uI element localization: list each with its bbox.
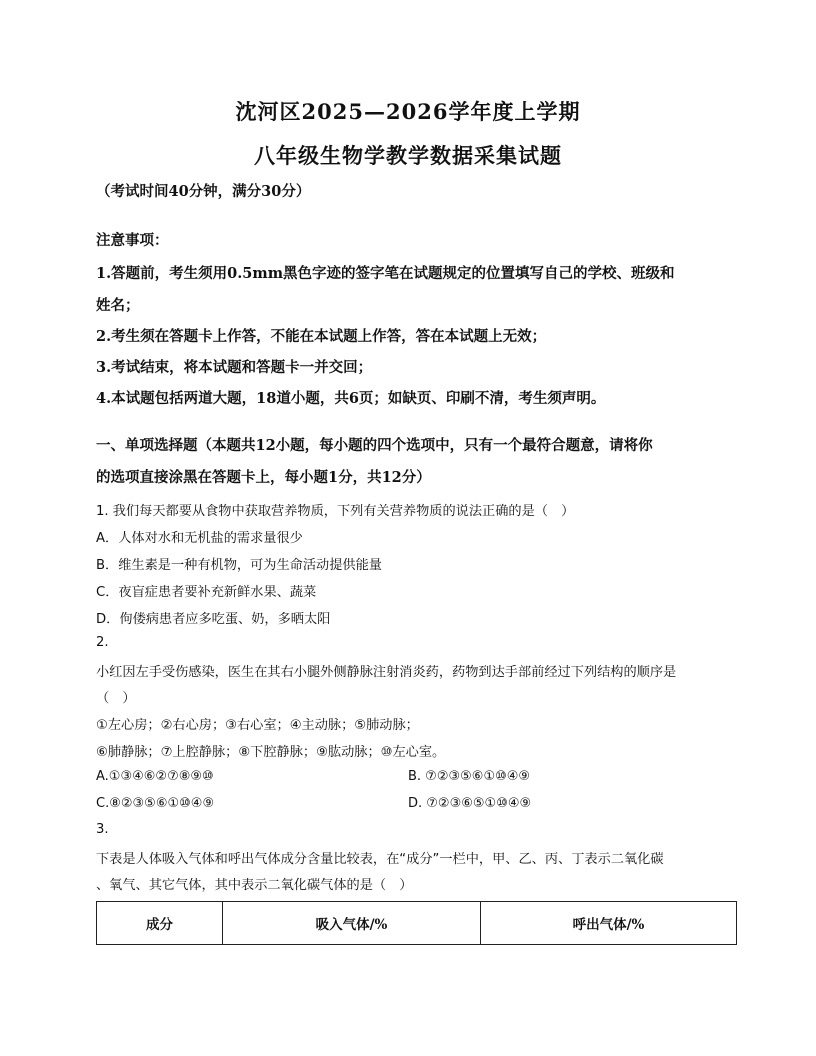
table-header-component: 成分 <box>97 902 223 945</box>
q1-stem: 1. 我们每天都要从食物中获取营养物质，下列有关营养物质的说法正确的是（ ） <box>96 504 575 519</box>
table-header-row <box>97 902 737 945</box>
exam-info: （考试时间40分钟，满分30分） <box>96 183 311 200</box>
q1-option-a: A．人体对水和无机盐的需求量很少 <box>96 531 303 546</box>
q3-stem-line1: 下表是人体吸入气体和呼出气体成分含量比较表，在“成分”一栏中，甲、乙、丙、丁表示二氧化碳 <box>96 852 664 867</box>
q2-option-a: A.①③④⑥②⑦⑧⑨⑩ <box>96 769 214 784</box>
notice-item-2: 2.考生须在答题卡上作答，不能在本试题上作答，答在本试题上无效； <box>96 328 547 345</box>
q1-option-b: B．维生素是一种有机物，可为生命活动提供能量 <box>96 558 382 573</box>
q2-option-c: C.⑧②③⑤⑥①⑩④⑨ <box>96 796 215 811</box>
q2-structures-line1: ①左心房；②右心房；③右心室；④主动脉；⑤肺动脉； <box>96 718 419 733</box>
q2-stem-line1: 小红因左手受伤感染，医生在其右小腿外侧静脉注射消炎药，药物到达手部前经过下列结构的顺序是 <box>96 665 677 680</box>
gas-composition-table <box>96 901 737 945</box>
notice-item-4: 4.本试题包括两道大题，18道小题，共6页；如缺页、印刷不清，考生须声明。 <box>96 390 606 407</box>
exam-title-line2: 八年级生物学教学数据采集试题 <box>254 143 562 168</box>
table-header-inhaled: 吸入气体/% <box>223 902 481 945</box>
section1-heading-line1: 一、单项选择题（本题共12小题，每小题的四个选项中，只有一个最符合题意，请将你 <box>96 437 653 454</box>
notice-item-1-line2: 姓名； <box>96 297 140 314</box>
q2-option-b: B. ⑦②③⑤⑥①⑩④⑨ <box>408 769 531 784</box>
notice-heading: 注意事项： <box>96 232 169 249</box>
q3-stem-line2: 、氧气、其它气体，其中表示二氧化碳气体的是（ ） <box>96 878 413 893</box>
q2-structures-line2: ⑥肺静脉；⑦上腔静脉；⑧下腔静脉；⑨肱动脉；⑩左心室。 <box>96 745 446 760</box>
q2-option-d: D. ⑦②③⑥⑤①⑩④⑨ <box>408 796 532 811</box>
notice-item-3: 3.考试结束，将本试题和答题卡一并交回； <box>96 359 373 376</box>
exam-title-line1: 沈河区2025—2026学年度上学期 <box>235 99 581 124</box>
table-header-exhaled: 呼出气体/% <box>481 902 737 945</box>
notice-item-1-line1: 1.答题前，考生须用0.5mm黑色字迹的签字笔在试题规定的位置填写自己的学校、班级和 <box>96 265 675 282</box>
q1-option-d: D．佝偻病患者应多吃蛋、奶，多晒太阳 <box>96 612 331 627</box>
q3-number: 3. <box>96 822 109 837</box>
q1-option-c: C．夜盲症患者要补充新鲜水果、蔬菜 <box>96 585 317 600</box>
section1-heading-line2: 的选项直接涂黑在答题卡上，每小题1分，共12分） <box>96 469 431 486</box>
q2-stem-line2: （ ） <box>96 691 136 706</box>
q2-number: 2. <box>96 635 109 650</box>
